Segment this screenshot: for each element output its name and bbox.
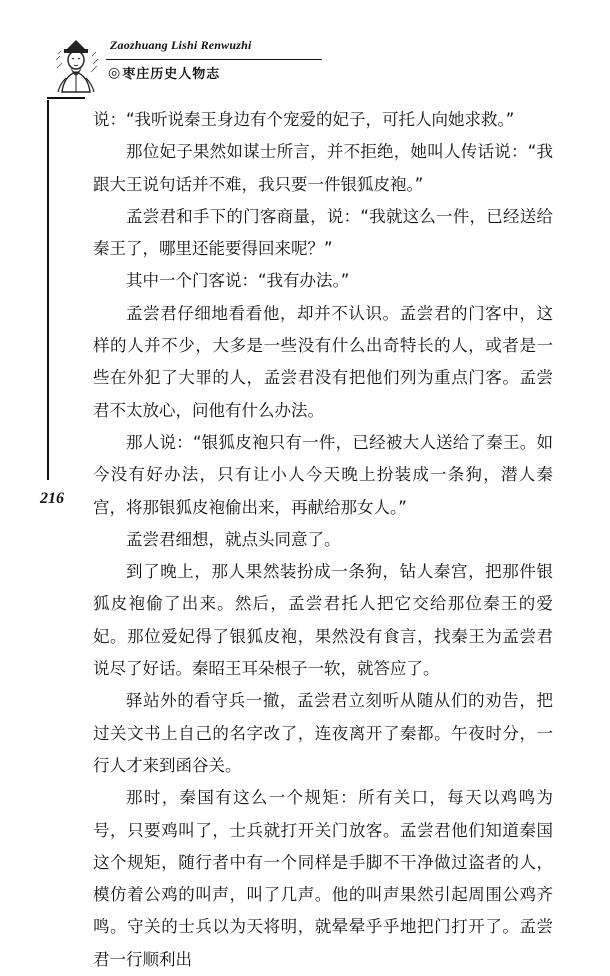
margin-rule-top xyxy=(47,97,85,99)
paragraph: 那位妃子果然如谋士所言，并不拒绝，她叫人传话说：“我跟大王说句话并不难，我只要一件银狐皮袍。” xyxy=(93,142,553,194)
paragraph: 孟尝君和手下的门客商量，说：“我就这么一件，已经送给秦王了，哪里还能要得回来呢？” xyxy=(93,206,553,259)
margin-rule xyxy=(47,100,49,480)
circle-bullet-icon: ◎ xyxy=(108,64,121,81)
paragraph: 其中一个门客说：“我有办法。” xyxy=(126,271,350,291)
paragraph: 驿站外的看守兵一撤，孟尝君立刻听从随从们的劝告，把过关文书上自己的名字改了，连夜离开了秦都。午夜时分，一行人才来到函谷关。 xyxy=(93,691,553,775)
header-divider xyxy=(106,59,322,60)
series-title-row xyxy=(108,63,220,82)
paragraph: 孟尝君仔细地看看他，却并不认识。孟尝君的门客中，这样的人并不少，大多是一些没有什么出奇特长的人，或者是一些在外犯了大罪的人，孟尝君没有把他们列为重点门客。孟尝君不太放心，问他有什么办法。 xyxy=(93,303,553,420)
series-title-english: Zaozhuang Lishi Renwuzhi xyxy=(110,38,252,52)
paragraph: 孟尝君细想，就点头同意了。 xyxy=(126,529,341,549)
body-text xyxy=(93,104,553,976)
paragraph: 说：“我听说秦王身边有个宠爱的妃子，可托人向她求救。” xyxy=(93,110,515,129)
series-title-chinese: 枣庄历史人物志 xyxy=(122,67,221,82)
running-header xyxy=(52,34,282,104)
portrait-illustration xyxy=(52,34,102,98)
paragraph: 到了晚上，那人果然装扮成一条狗，钻人秦宫，把那件银狐皮袍偷了出来。然后，孟尝君托人把它交给那位秦王的爱妃。那位爱妃得了银狐皮袍，果然没有食言，找秦王为孟尝君说尽了好话。秦昭王耳朵根子一软，就答应了。 xyxy=(93,562,553,679)
page-number: 216 xyxy=(40,490,64,507)
paragraph: 那时，秦国有这么一个规矩：所有关口，每天以鸡鸣为号，只要鸡叫了，士兵就打开关门放客。孟尝君他们知道秦国这个规矩，随行者中有一个同样是手脚不干净做过盗者的人，模仿着公鸡的叫声，叫了几声。他的叫声果然引起周围公鸡齐鸣。守关的士兵以为天将明，就晕晕乎乎地把门打开了。孟尝君一行顺利出 xyxy=(93,788,553,969)
paragraph: 那人说：“银狐皮袍只有一件，已经被大人送给了秦王。如今没有好办法，只有让小人今天晚上扮装成一条狗，潜人秦宫，将那银狐皮袍偷出来，再献给那女人。” xyxy=(93,432,553,517)
